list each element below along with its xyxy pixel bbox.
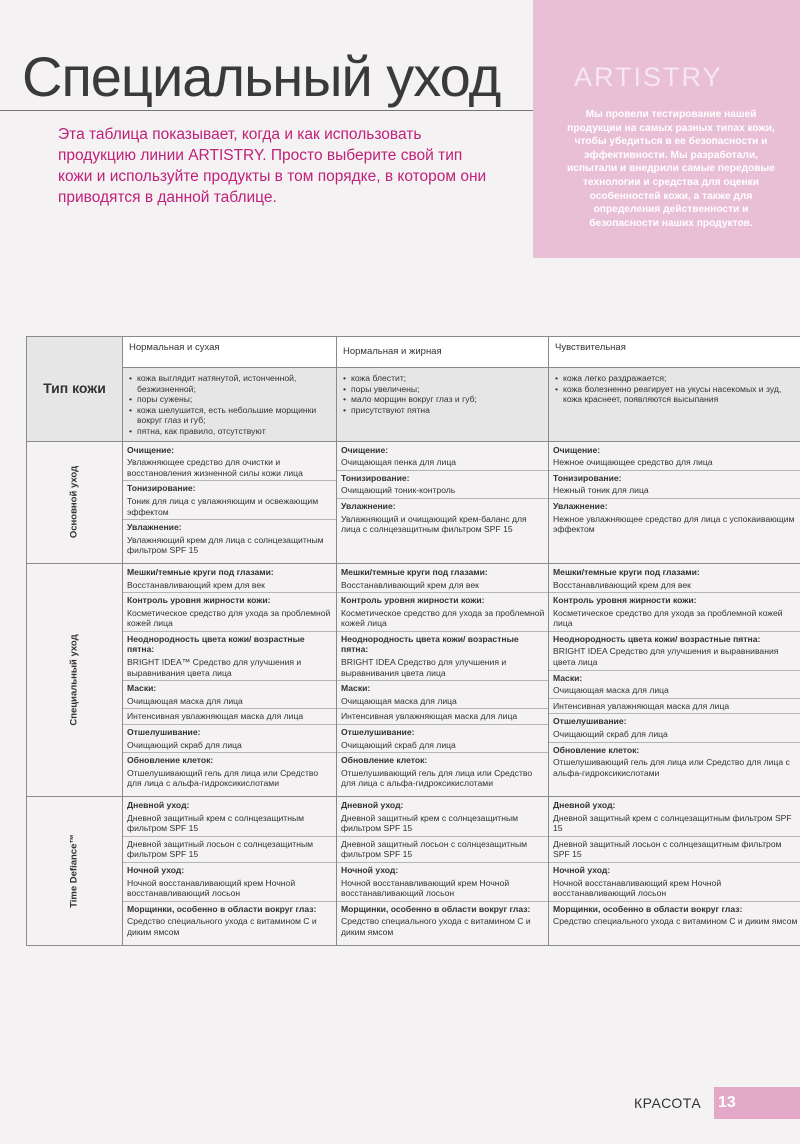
category-heading: Очищение: xyxy=(127,444,175,455)
category-heading: Маски: xyxy=(553,672,583,683)
product-name: Восстанавливающий крем для век xyxy=(337,580,548,594)
table-cell xyxy=(337,563,549,796)
product-name: Увлажняющий и очищающий крем-баланс для лица с солнцезащитным фильтром SPF 15 xyxy=(341,513,527,535)
skin-description-item: • кожа легко раздражается; xyxy=(555,373,797,384)
table-cell xyxy=(123,441,337,563)
product-name: Очищающий скраб для лица xyxy=(123,740,336,754)
category-heading: Обновление клеток: xyxy=(553,744,640,755)
product-name: Восстанавливающий крем для век xyxy=(549,580,800,594)
category-heading: Отшелушивание: xyxy=(341,727,415,738)
skin-description xyxy=(549,368,800,442)
category-heading: Ночной уход: xyxy=(341,864,399,875)
sidebar-text: Мы провели тестирование нашей продукции на самых разных типах кожи, чтобы убедиться в ее безопасности и эффективности. Мы разработали, испытали и внедрили самые передовые технологии и средства для оценки особенностей кожи, а также для определения действенности и безопасности наших продуктов. xyxy=(567,109,775,229)
table-row xyxy=(27,441,800,563)
product-name: Дневной защитный крем с солнцезащитным фильтром SPF 15 xyxy=(123,813,336,837)
category-heading: Увлажнение: xyxy=(127,522,182,533)
category-heading: Дневной уход: xyxy=(127,800,190,810)
category-heading: Обновление клеток: xyxy=(341,755,428,766)
skin-description-item: • присутствуют пятна xyxy=(343,405,544,416)
product-name: Дневной защитный крем с солнцезащитным фильтром SPF 15 xyxy=(549,813,800,837)
brand-logo: ARTISTRY xyxy=(574,62,723,92)
table-cell xyxy=(549,441,800,563)
category-heading: Обновление клеток: xyxy=(127,755,214,766)
category-heading: Маски: xyxy=(127,683,157,694)
skin-description-item: • поры сужены; xyxy=(129,394,332,405)
category-heading: Мешки/темные круги под глазами: xyxy=(553,566,700,577)
skin-description-item: • кожа блестит; xyxy=(343,373,544,384)
product-name: Очищающий скраб для лица xyxy=(549,729,800,743)
category-heading: Ночной уход: xyxy=(127,864,185,875)
page-number: 13 xyxy=(718,1094,736,1111)
category-heading: Ночной уход: xyxy=(553,864,611,875)
table-cell xyxy=(549,563,800,796)
product-name: Средство специального ухода с витамином С и диким ямсом xyxy=(553,916,798,927)
product-name: BRIGHT IDEA™ Средство для улучшения и выравнивания цвета лица xyxy=(123,657,336,681)
column-header: Чувствительная xyxy=(549,337,800,368)
table-cell xyxy=(337,441,549,563)
category-heading: Отшелушивание: xyxy=(127,727,201,738)
product-name: Нежное увлажняющее средство для лица с успокаивающим эффектом xyxy=(553,513,795,535)
skin-description-item: • мало морщин вокруг глаз и губ; xyxy=(343,394,544,405)
intro-text: Эта таблица показывает, когда и как использовать продукцию линии ARTISTRY. Просто выберите свой тип кожи и используйте продукты в том порядке, в котором они приводятся в данной таблице. xyxy=(58,126,487,206)
category-heading: Мешки/темные круги под глазами: xyxy=(341,566,488,577)
product-name: Дневной защитный лосьон с солнцезащитным фильтром SPF 15 xyxy=(549,839,800,863)
category-heading: Морщинки, особенно в области вокруг глаз: xyxy=(553,903,743,914)
column-header: Нормальная и жирная xyxy=(337,337,549,368)
category-heading: Неоднородность цвета кожи/ возрастные пятна: xyxy=(553,633,761,644)
category-heading: Тонизирование: xyxy=(341,472,410,483)
table-cell xyxy=(337,797,549,946)
category-heading: Морщинки, особенно в области вокруг глаз: xyxy=(341,903,531,914)
category-heading: Увлажнение: xyxy=(341,500,396,511)
column-header: Нормальная и сухая xyxy=(123,337,337,368)
product-name: Интенсивная увлажняющая маска для лица xyxy=(123,711,336,725)
product-name: Тоник для лица с увлажняющим и освежающим эффектом xyxy=(123,496,336,520)
skin-description xyxy=(123,368,337,442)
product-name: Отшелушивающий гель для лица или Средство для лица с альфа-гидроксикислотами xyxy=(553,757,790,778)
product-name: Косметическое средство для ухода за проблемной кожей лица xyxy=(337,608,548,632)
section-label-cell xyxy=(27,797,123,946)
category-heading: Неоднородность цвета кожи/ возрастные пятна: xyxy=(127,633,305,655)
skin-description-item: • кожа шелушится, есть небольшие морщинки вокруг глаз и губ; xyxy=(129,405,332,426)
product-name: Дневной защитный лосьон с солнцезащитным фильтром SPF 15 xyxy=(337,839,548,863)
skin-description-item: • кожа болезненно реагирует на укусы насекомых и зуд, кожа краснеет, появляются высыпания xyxy=(555,384,797,405)
skin-description-item: • поры увеличены; xyxy=(343,384,544,395)
section-label: Time Defiance™ xyxy=(68,833,80,908)
product-name: Дневной защитный лосьон с солнцезащитным фильтром SPF 15 xyxy=(123,839,336,863)
table-row xyxy=(27,797,800,946)
skin-description xyxy=(337,368,549,442)
section-label-cell xyxy=(27,563,123,796)
category-heading: Неоднородность цвета кожи/ возрастные пятна: xyxy=(341,633,519,655)
table-row xyxy=(27,563,800,796)
category-heading: Контроль уровня жирности кожи: xyxy=(553,595,697,606)
product-name: Очищающий тоник-контроль xyxy=(337,485,548,499)
section-label: КРАСОТА xyxy=(634,1095,702,1111)
product-name: Интенсивная увлажняющая маска для лица xyxy=(337,711,548,725)
product-name: Увлажняющее средство для очистки и восстановления жизненной силы кожи лица xyxy=(123,457,336,481)
table-cell xyxy=(123,797,337,946)
product-name: Ночной восстанавливающий крем Ночной восстанавливающий лосьон xyxy=(123,878,336,902)
category-heading: Очищение: xyxy=(553,444,601,455)
product-name: Дневной защитный крем с солнцезащитным фильтром SPF 15 xyxy=(337,813,548,837)
category-heading: Дневной уход: xyxy=(341,800,404,810)
skin-type-label: Тип кожи xyxy=(27,337,123,442)
skin-description-item: • пятна, как правило, отсутствуют xyxy=(129,426,332,437)
section-label: Основной уход xyxy=(68,466,80,539)
product-name: Ночной восстанавливающий крем Ночной восстанавливающий лосьон xyxy=(549,878,800,902)
title-divider xyxy=(0,110,533,111)
skin-description-item: • кожа выглядит натянутой, истонченной, безжизненной; xyxy=(129,373,332,394)
category-heading: Отшелушивание: xyxy=(553,716,627,727)
product-name: Увлажняющий крем для лица с солнцезащитным фильтром SPF 15 xyxy=(127,534,324,556)
product-name: Средство специального ухода с витамином С и диким ямсом xyxy=(127,916,317,937)
product-name: BRIGHT IDEA Средство для улучшения и выравнивания цвета лица xyxy=(337,657,548,681)
product-name: Нежное очищающее средство для лица xyxy=(549,457,800,471)
page-title: Специальный уход xyxy=(22,45,501,108)
product-name: BRIGHT IDEA Средство для улучшения и выравнивания цвета лица xyxy=(549,646,800,670)
product-name: Очищающая маска для лица xyxy=(549,685,800,699)
category-heading: Морщинки, особенно в области вокруг глаз: xyxy=(127,903,317,914)
category-heading: Увлажнение: xyxy=(553,500,608,511)
care-table xyxy=(26,336,800,946)
table-cell xyxy=(123,563,337,796)
product-name: Очищающая пенка для лица xyxy=(337,457,548,471)
product-name: Косметическое средство для ухода за проблемной кожей лица xyxy=(123,608,336,632)
category-heading: Тонизирование: xyxy=(127,483,196,494)
category-heading: Контроль уровня жирности кожи: xyxy=(127,595,271,606)
product-name: Очищающая маска для лица xyxy=(337,696,548,710)
product-name: Восстанавливающий крем для век xyxy=(123,580,336,594)
product-name: Отшелушивающий гель для лица или Средство для лица с альфа-гидроксикислотами xyxy=(127,767,319,789)
product-name: Косметическое средство для ухода за проблемной кожей лица xyxy=(549,608,800,632)
table-cell xyxy=(549,797,800,946)
category-heading: Дневной уход: xyxy=(553,800,616,810)
product-name: Интенсивная увлажняющая маска для лица xyxy=(549,701,800,715)
category-heading: Мешки/темные круги под глазами: xyxy=(127,566,274,577)
category-heading: Очищение: xyxy=(341,444,389,455)
product-name: Отшелушивающий гель для лица или Средство для лица с альфа-гидроксикислотами xyxy=(341,767,533,789)
product-name: Средство специального ухода с витамином С и диким ямсом xyxy=(341,916,531,937)
product-name: Нежный тоник для лица xyxy=(549,485,800,499)
section-label-cell xyxy=(27,441,123,563)
product-name: Очищающий скраб для лица xyxy=(337,740,548,754)
category-heading: Тонизирование: xyxy=(553,472,622,483)
section-label: Специальный уход xyxy=(68,634,80,726)
product-name: Ночной восстанавливающий крем Ночной восстанавливающий лосьон xyxy=(337,878,548,902)
product-name: Очищающая маска для лица xyxy=(123,696,336,710)
category-heading: Маски: xyxy=(341,683,371,694)
category-heading: Контроль уровня жирности кожи: xyxy=(341,595,485,606)
